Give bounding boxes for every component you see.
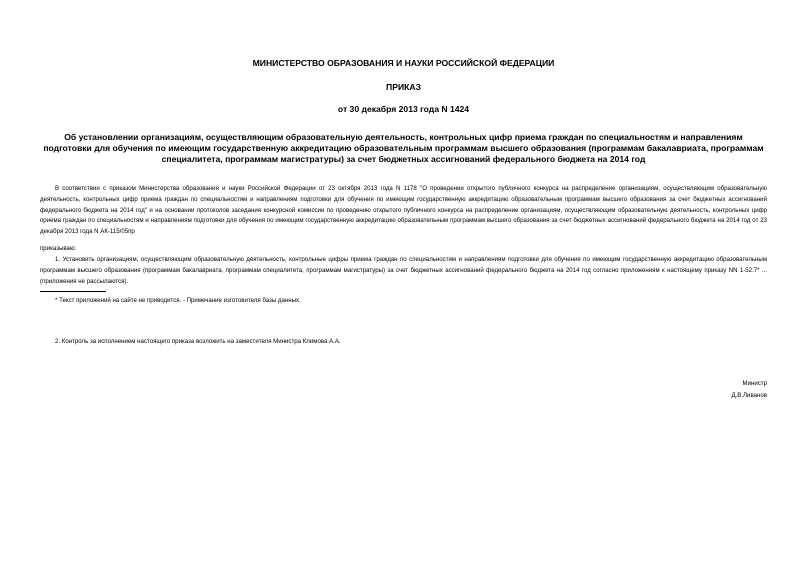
- intro-paragraph: В соответствии с приказом Министерства образования и науки Российской Федерации от 23 октября 2013 года N 1178 "О проведении открытого публичного конкурса на распределение организациям, осуществляющим образовательную деятельность, контрольных цифр приема граждан по специальностям и направлениям подготовки для обучения по имеющим государственную аккредитацию образовательным программам высшего образования за счет бюджетных ассигнований федерального бюджета на 2014 год" и на основании протоколов заседания конкурсной комиссии по проведению открытого публичного конкурса на распределение организациям, осуществляющим образовательную деятельность, контрольных цифр приема граждан по специальностям и направлениям подготовки для обучения по имеющим государственную аккредитацию образовательным программам высшего образования за счет бюджетных ассигнований федерального бюджета на 2014 год от 23 декабря 2013 года N АК-115/05пр: [40, 185, 767, 236]
- signer-role: Министр: [742, 380, 767, 387]
- footnote: * Текст приложений на сайте не приводится. - Примечание изготовителя базы данных.: [55, 297, 301, 304]
- item-1-paragraph: 1. Установить организациям, осуществляющим образовательную деятельность, контрольные цифры приема граждан по специальностям и направлениям подготовки для обучения по имеющим государственную аккредитацию образовательным программам высшего образования (программам бакалавриата, программам специалитета, программам магистратуры) за счет бюджетных ассигнований федерального бюджета на 2014 год согласно приложениям к настоящему приказу NN 1-52.7* ... (приложения не рассылаются).: [40, 256, 767, 285]
- order-date: от 30 декабря 2013 года N 1424: [337, 104, 470, 114]
- order-word-paragraph: приказываю:: [40, 245, 77, 252]
- order-title: Об установлении организациям, осуществляющим образовательную деятельность, контрольных цифр приема граждан по специальностям и направлениям подготовки для обучения по имеющим государственную аккредитацию образовательным программам высшего образования (программам бакалавриата, программам специалитета, программам магистратуры) за счет бюджетных ассигнований федерального бюджета на 2014 год: [43, 132, 764, 164]
- footnote-divider: [40, 291, 106, 292]
- ministry-heading: МИНИСТЕРСТВО ОБРАЗОВАНИЯ И НАУКИ РОССИЙСКОЙ ФЕДЕРАЦИИ: [252, 58, 555, 68]
- signer-name: Д.В.Ливанов: [731, 392, 767, 399]
- order-heading: ПРИКАЗ: [386, 82, 421, 92]
- item-2-paragraph: 2. Контроль за исполнением настоящего приказа возложить на заместителя Министра Климова А.А.: [55, 338, 341, 345]
